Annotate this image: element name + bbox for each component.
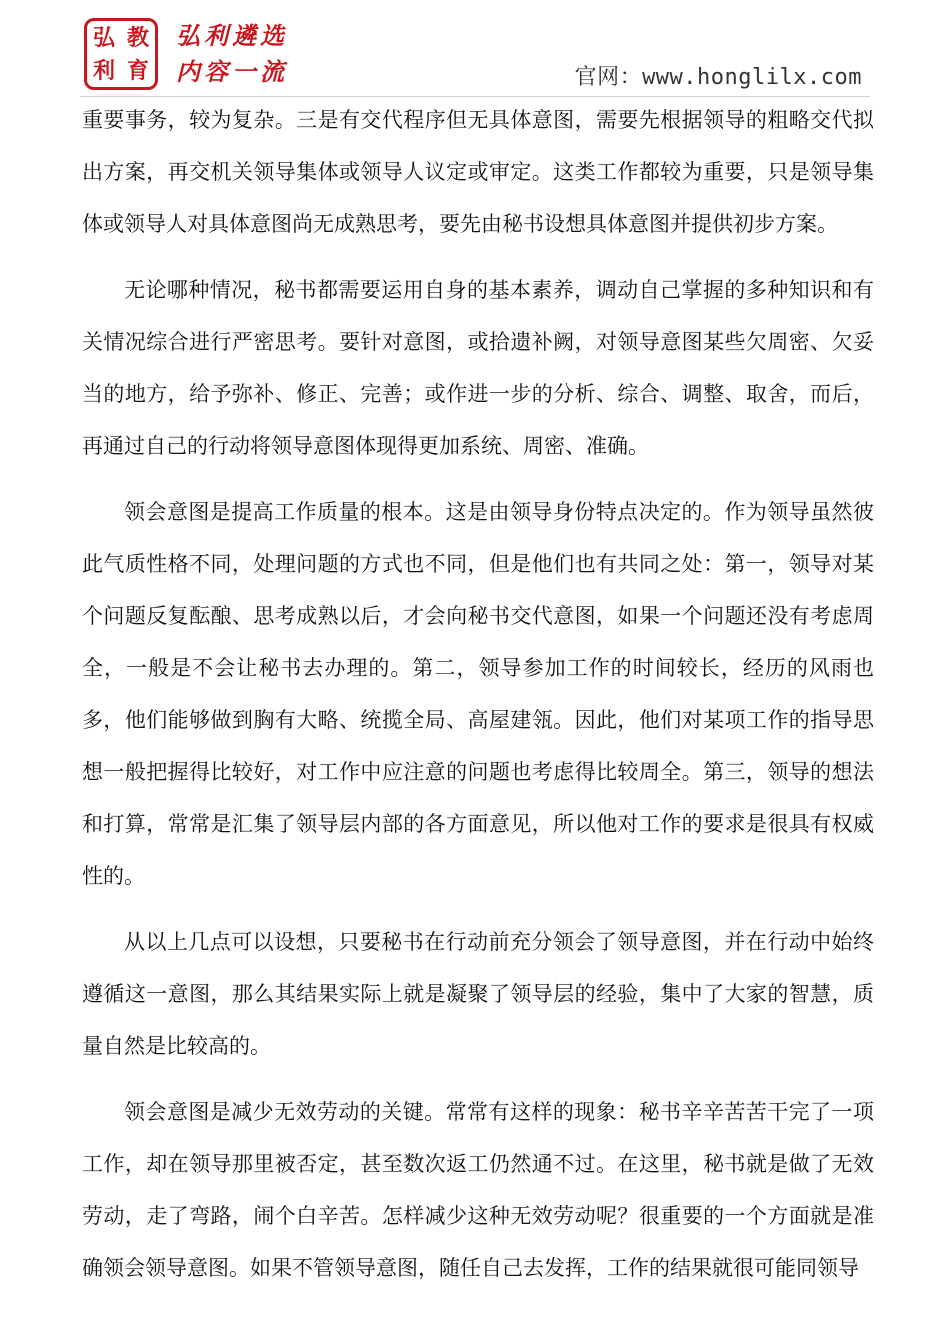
seal-char: 弘 bbox=[92, 24, 115, 51]
page-header bbox=[80, 14, 870, 97]
slogan-line-1: 弘利遴选 bbox=[176, 21, 288, 50]
seal-char: 教 bbox=[126, 24, 149, 51]
seal-char: 利 bbox=[92, 57, 115, 84]
slogan-line-2: 内容一流 bbox=[176, 57, 288, 86]
paragraph: 无论哪种情况，秘书都需要运用自身的基本素养，调动自己掌握的多种知识和有关情况综合进行严密思考。要针对意图，或拾遗补阙，对领导意图某些欠周密、欠妥当的地方，给予弥补、修正、完善；或作进一步的分析、综合、调整、取舍，而后，再通过自己的行动将领导意图体现得更加系统、周密、准确。 bbox=[82, 278, 874, 458]
paragraph: 从以上几点可以设想，只要秘书在行动前充分领会了领导意图，并在行动中始终遵循这一意图，那么其结果实际上就是凝聚了领导层的经验，集中了大家的智慧，质量自然是比较高的。 bbox=[82, 930, 874, 1058]
logo-seal bbox=[84, 18, 158, 90]
paragraph: 领会意图是提高工作质量的根本。这是由领导身份特点决定的。作为领导虽然彼此气质性格不同，处理问题的方式也不同，但是他们也有共同之处：第一，领导对某个问题反复酝酿、思考成熟以后，才会向秘书交代意图，如果一个问题还没有考虑周全，一般是不会让秘书去办理的。第二，领导参加工作的时间较长，经历的风雨也多，他们能够做到胸有大略、统揽全局、高屋建瓴。因此，他们对某项工作的指导思想一般把握得比较好，对工作中应注意的问题也考虑得比较周全。第三，领导的想法和打算，常常是汇集了领导层内部的各方面意见，所以他对工作的要求是很具有权威性的。 bbox=[82, 500, 874, 888]
paragraph: 重要事务，较为复杂。三是有交代程序但无具体意图，需要先根据领导的粗略交代拟出方案，再交机关领导集体或领导人议定或审定。这类工作都较为重要，只是领导集体或领导人对具体意图尚无成熟思考，要先由秘书设想具体意图并提供初步方案。 bbox=[82, 108, 874, 236]
document-body bbox=[82, 94, 874, 1308]
logo-slogan bbox=[176, 18, 316, 90]
seal-char: 育 bbox=[126, 57, 149, 84]
website-link[interactable]: 官网：www.honglilx.com bbox=[574, 65, 862, 90]
paragraph: 领会意图是减少无效劳动的关键。常常有这样的现象：秘书辛辛苦苦干完了一项工作，却在领导那里被否定，甚至数次返工仍然通不过。在这里，秘书就是做了无效劳动，走了弯路，闹个白辛苦。怎样减少这种无效劳动呢？很重要的一个方面就是准确领会领导意图。如果不管领导意图，随任自己去发挥，工作的结果就很可能同领导 bbox=[82, 1100, 874, 1280]
